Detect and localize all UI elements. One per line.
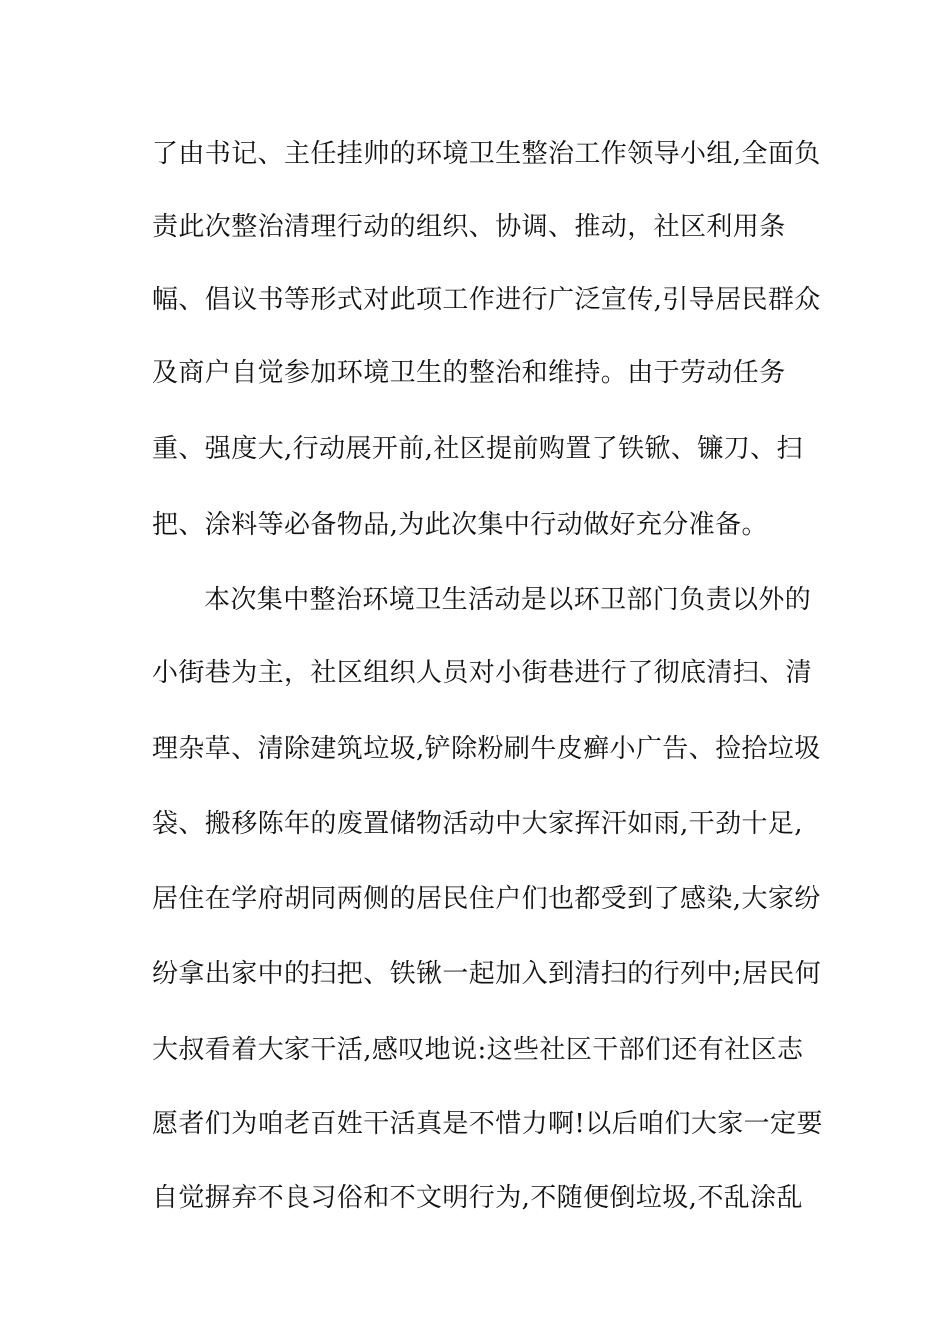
text-line: 了由书记、主任挂帅的环境卫生整治工作领导小组,全面负 bbox=[152, 139, 821, 169]
text-line: 重、强度大,行动展开前,社区提前购置了铁锨、镰刀、扫 bbox=[152, 434, 803, 464]
text-line: 袋、搬移陈年的废置储物活动中大家挥汗如雨,干劲十足, bbox=[152, 809, 803, 839]
text-line: 责此次整治清理行动的组织、协调、推动，社区利用条 bbox=[152, 212, 786, 242]
text-line: 纷拿出家中的扫把、铁锹一起加入到清扫的行列中;居民何 bbox=[152, 959, 822, 989]
text-line: 把、涂料等必备物品,为此次集中行动做好充分准备。 bbox=[152, 510, 768, 540]
text-line: 自觉摒弃不良习俗和不文明行为,不随便倒垃圾,不乱涂乱 bbox=[152, 1183, 803, 1213]
text-line: 小街巷为主，社区组织人员对小街巷进行了彻底清扫、清 bbox=[152, 658, 813, 688]
text-line: 愿者们为咱老百姓干活真是不惜力啊!以后咱们大家一定要 bbox=[152, 1109, 823, 1139]
text-line: 理杂草、清除建筑垃圾,铲除粉刷牛皮癣小广告、捡拾垃圾 bbox=[152, 734, 821, 764]
text-line: 及商户自觉参加环境卫生的整治和维持。由于劳动任务 bbox=[152, 358, 786, 388]
paragraph-first-line: 本次集中整治环境卫生活动是以环卫部门负责以外的 bbox=[204, 585, 812, 615]
text-line: 幅、倡议书等形式对此项工作进行广泛宣传,引导居民群众 bbox=[152, 285, 821, 315]
text-line: 居住在学府胡同两侧的居民住户们也都受到了感染,大家纷 bbox=[152, 884, 821, 914]
text-line: 大叔看着大家干活,感叹地说:这些社区干部们还有社区志 bbox=[152, 1035, 804, 1065]
